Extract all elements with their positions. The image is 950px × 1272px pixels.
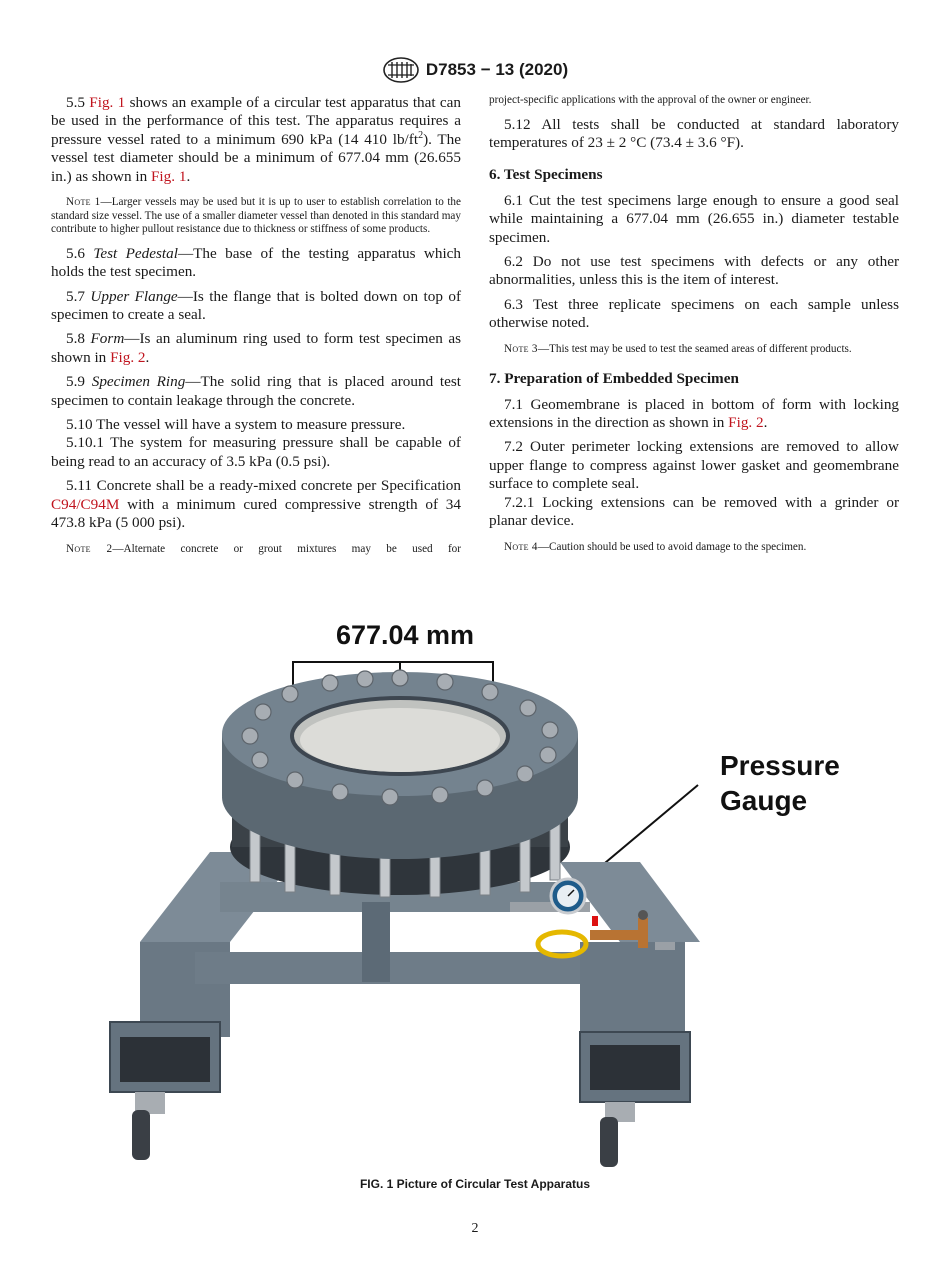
fig-2-link[interactable]: Fig. 2 <box>728 414 764 432</box>
section-6-heading: 6. Test Specimens <box>489 166 603 184</box>
figure-1-caption: FIG. 1 Picture of Circular Test Apparatus <box>359 1177 591 1191</box>
figure-1 <box>100 612 860 1177</box>
test-apparatus-illustration <box>100 612 860 1177</box>
paragraph-7-2: 7.2 Outer perimeter locking extensions are removed to allow upper flange to compress against lower gasket and geomembrane surface to complete seal. <box>489 438 899 493</box>
paragraph-5-11: 5.11 Concrete shall be a ready-mixed concrete per Specification C94/C94M with a minimum cured compressive strength of 34 473.8 kPa (5 000 psi). <box>51 477 461 532</box>
fig-1-link[interactable]: Fig. 1 <box>89 94 126 111</box>
standard-designation: D7853 − 13 (2020) <box>425 60 569 79</box>
astm-logo-icon <box>382 56 420 84</box>
paragraph-5-8: 5.8 Form—Is an aluminum ring used to form test specimen as shown in Fig. 2. <box>51 330 462 366</box>
note-4: Note 4—Caution should be used to avoid damage to the specimen. <box>504 540 807 553</box>
paragraph-5-10: 5.10 The vessel will have a system to measure pressure. <box>66 416 406 434</box>
gauge-label-line2: Gauge <box>720 785 808 816</box>
note-2-continued: project-specific applications with the approval of the owner or engineer. <box>489 94 812 106</box>
paragraph-6-3: 6.3 Test three replicate specimens on each sample unless otherwise noted. <box>489 295 899 332</box>
caster-wheels <box>132 1092 635 1167</box>
paragraph-5-12: 5.12 All tests shall be conducted at standard laboratory temperatures of 23 ± 2 °C (73.4 ± 3.6 °F). <box>489 115 899 151</box>
right-column <box>489 94 899 562</box>
paragraph-5-5: 5.5 Fig. 1 shows an example of a circular test apparatus that can be used in the performance of this test. The apparatus requires a pressure vessel rated to a minimum 690 kPa (14 410 $lb/ft^2$). The vessel test diameter should be a minimum of 677.04 mm (26.655 in.) as shown in Fig. 1. <box>51 94 462 185</box>
gauge-label-line1: Pressure <box>720 750 840 781</box>
dimension-label: 677.04 mm <box>335 620 475 650</box>
note-2: Note 2—Alternate concrete or grout mixtures may be used for <box>66 542 461 555</box>
paragraph-5-6: 5.6 Test Pedestal—The base of the testing apparatus which holds the test specimen. <box>51 244 461 281</box>
paragraph-5-10-1: 5.10.1 The system for measuring pressure shall be capable of being read to an accuracy of 3.5 kPa (0.5 psi). <box>51 434 461 470</box>
paragraph-6-2: 6.2 Do not use test specimens with defects or any other abnormalities, unless this is the item of interest. <box>489 253 899 289</box>
fig-2-link[interactable]: Fig. 2 <box>110 348 146 366</box>
paragraph-5-7: 5.7 Upper Flange—Is the flange that is bolted down on top of specimen to create a seal. <box>51 287 461 324</box>
paragraph-7-1: 7.1 Geomembrane is placed in bottom of form with locking extensions in the direction as shown in Fig. 2. <box>489 395 900 432</box>
note-1: Note 1—Larger vessels may be used but it is up to user to establish correlation to the standard size vessel. The use of a smaller diameter vessel than denoted in this standard may contribute to higher pullout resistance due to thickness or stiffness of some products. <box>51 196 461 236</box>
page-header <box>0 56 950 84</box>
page-number: 2 <box>471 1221 479 1236</box>
left-column <box>51 94 461 564</box>
note-3: Note 3—This test may be used to test the seamed areas of different products. <box>504 342 852 355</box>
pressure-vessel <box>222 670 578 897</box>
paragraph-6-1: 6.1 Cut the test specimens large enough to ensure a good seal while maintaining a 677.04 mm (26.655 in.) diameter testable specimen. <box>489 191 899 246</box>
paragraph-5-9: 5.9 Specimen Ring—The solid ring that is placed around test specimen to contain leakage through the concrete. <box>51 373 461 409</box>
c94-spec-link[interactable]: C94/C94M <box>51 495 120 513</box>
section-7-heading: 7. Preparation of Embedded Specimen <box>489 370 739 388</box>
fig-1-link[interactable]: Fig. 1 <box>150 167 187 185</box>
paragraph-7-2-1: 7.2.1 Locking extensions can be removed with a grinder or planar device. <box>489 493 899 530</box>
